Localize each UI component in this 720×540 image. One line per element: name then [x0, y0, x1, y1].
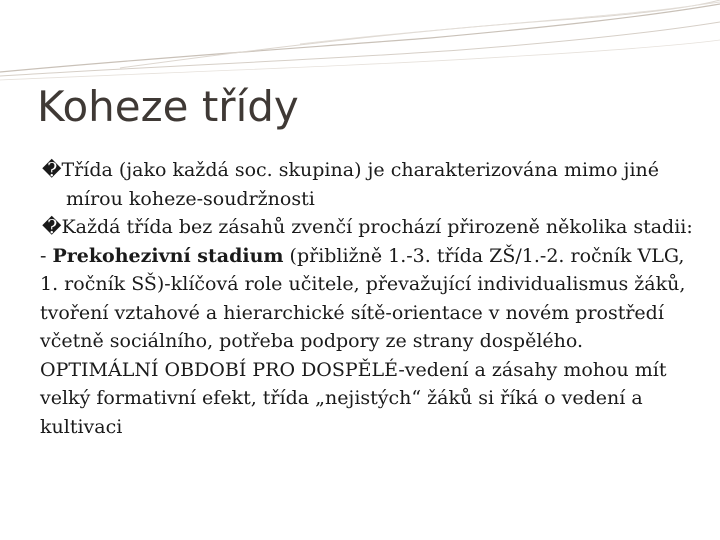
slide-title: Koheze třídy [37, 82, 299, 131]
decor-curve-2 [0, 22, 720, 76]
bullet-icon: � [42, 216, 62, 238]
slide-body [40, 156, 700, 441]
paragraph-text: (přibližně 1.-3. třída ZŠ/1.-2. ročník VLG, 1. ročník SŠ)-klíčová role učitele, převažující individualismus žáků, tvoření vztahové a hierarchické sítě-orientace v novém prostředí včetně sociálního, potřeba podpory ze strany dospělého. OPTIMÁLNÍ OBDOBÍ PRO DOSPĚLÉ-vedení a zásahy mohou mít velký formativní efekt, třída „nejistých“ žáků si říká o vedení a kultivaci [40, 244, 686, 438]
stage-paragraph [40, 242, 700, 442]
bullet-text: Každá třída bez zásahů zvenčí prochází přirozeně několika stadii: [61, 216, 693, 238]
paragraph-bold-term: Prekohezivní stadium [52, 244, 284, 267]
bullet-item [40, 156, 700, 213]
bullet-item [40, 213, 700, 242]
decor-curve-5 [0, 40, 720, 80]
bullet-text: Třída (jako každá soc. skupina) je charakterizována mimo jiné mírou koheze-soudržnosti [61, 159, 660, 210]
paragraph-prefix: - [40, 244, 53, 267]
bullet-icon: � [42, 159, 62, 181]
